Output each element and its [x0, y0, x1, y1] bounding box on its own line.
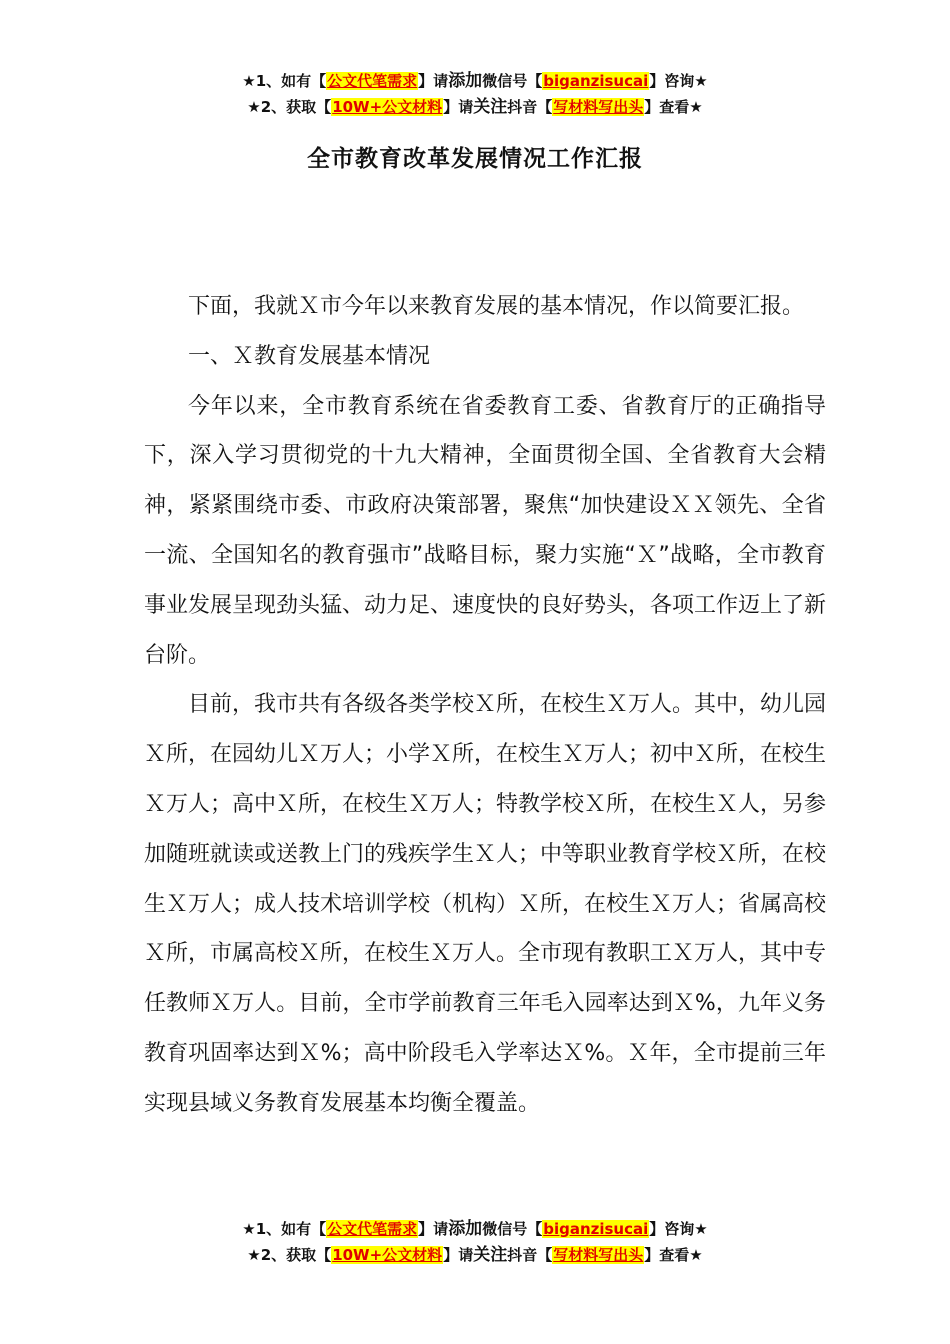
banner-text: 】请 — [443, 1246, 474, 1264]
banner-highlight: 10W+公文材料 — [332, 1246, 443, 1264]
top-banner — [0, 68, 950, 120]
banner-text: 】查看★ — [644, 98, 703, 116]
document-title: 全市教育改革发展情况工作汇报 — [307, 146, 643, 172]
paragraph-statistics: 目前，我市共有各级各类学校Ｘ所，在校生Ｘ万人。其中，幼儿园Ｘ所，在园幼儿Ｘ万人；小学Ｘ所，在校生Ｘ万人；初中Ｘ所，在校生Ｘ万人；高中Ｘ所，在校生Ｘ万人；特教学校Ｘ所，在校生Ｘ人，另参加随班就读或送教上门的残疾学生Ｘ人；中等职业教育学校Ｘ所，在校生Ｘ万人；成人技术培训学校（机构）Ｘ所，在校生Ｘ万人；省属高校Ｘ所，市属高校Ｘ所，在校生Ｘ万人。全市现有教职工Ｘ万人，其中专任教师Ｘ万人。目前，全市学前教育三年毛入园率达到Ｘ%，九年义务教育巩固率达到Ｘ%；高中阶段毛入学率达Ｘ%。Ｘ年，全市提前三年实现县域义务教育发展基本均衡全覆盖。 — [144, 692, 827, 1116]
banner-text: ★2、获取【 — [247, 98, 332, 116]
banner-highlight: 公文代笔需求 — [327, 72, 418, 90]
banner-text: 抖音【 — [507, 98, 553, 116]
banner-text: 微信号【 — [482, 1220, 543, 1238]
bottom-banner — [0, 1216, 950, 1268]
banner-highlight: 10W+公文材料 — [332, 98, 443, 116]
banner-emphasis: 添加 — [448, 1219, 483, 1239]
banner-highlight: 公文代笔需求 — [327, 1220, 418, 1238]
paragraph-intro: 下面，我就Ｘ市今年以来教育发展的基本情况，作以简要汇报。 — [188, 294, 805, 319]
banner-text: 】请 — [418, 1220, 449, 1238]
banner-text: 】请 — [418, 72, 449, 90]
banner-text: 】查看★ — [644, 1246, 703, 1264]
banner-text: 】咨询★ — [649, 72, 708, 90]
banner-text: ★2、获取【 — [247, 1246, 332, 1264]
banner-highlight-douyin-id: 写材料写出头 — [553, 1246, 644, 1264]
section-heading: 一、Ｘ教育发展基本情况 — [188, 343, 431, 369]
banner-line-1 — [0, 1216, 950, 1242]
banner-text: ★1、如有【 — [242, 1220, 327, 1238]
banner-highlight-douyin-id: 写材料写出头 — [553, 98, 644, 116]
banner-text: 抖音【 — [507, 1246, 553, 1264]
banner-emphasis: 添加 — [448, 71, 483, 91]
banner-line-2 — [0, 94, 950, 120]
banner-text: 】请 — [443, 98, 474, 116]
banner-emphasis: 关注 — [473, 1245, 508, 1265]
banner-highlight-wechat-id: biganzisucai — [543, 1220, 649, 1238]
banner-line-1 — [0, 68, 950, 94]
banner-text: 微信号【 — [482, 72, 543, 90]
banner-text: ★1、如有【 — [242, 72, 327, 90]
banner-text: 】咨询★ — [649, 1220, 708, 1238]
banner-emphasis: 关注 — [473, 97, 508, 117]
paragraph-overview: 今年以来，全市教育系统在省委教育工委、省教育厅的正确指导下，深入学习贯彻党的十九大精神，全面贯彻全国、全省教育大会精神，紧紧围绕市委、市政府决策部署，聚焦“加快建设ＸＸ领先、全省一流、全国知名的教育强市”战略目标，聚力实施“Ｘ”战略，全市教育事业发展呈现劲头猛、动力足、速度快的良好势头，各项工作迈上了新台阶。 — [144, 393, 827, 668]
document-body — [144, 282, 826, 1129]
banner-line-2 — [0, 1242, 950, 1268]
banner-highlight-wechat-id: biganzisucai — [543, 72, 649, 90]
